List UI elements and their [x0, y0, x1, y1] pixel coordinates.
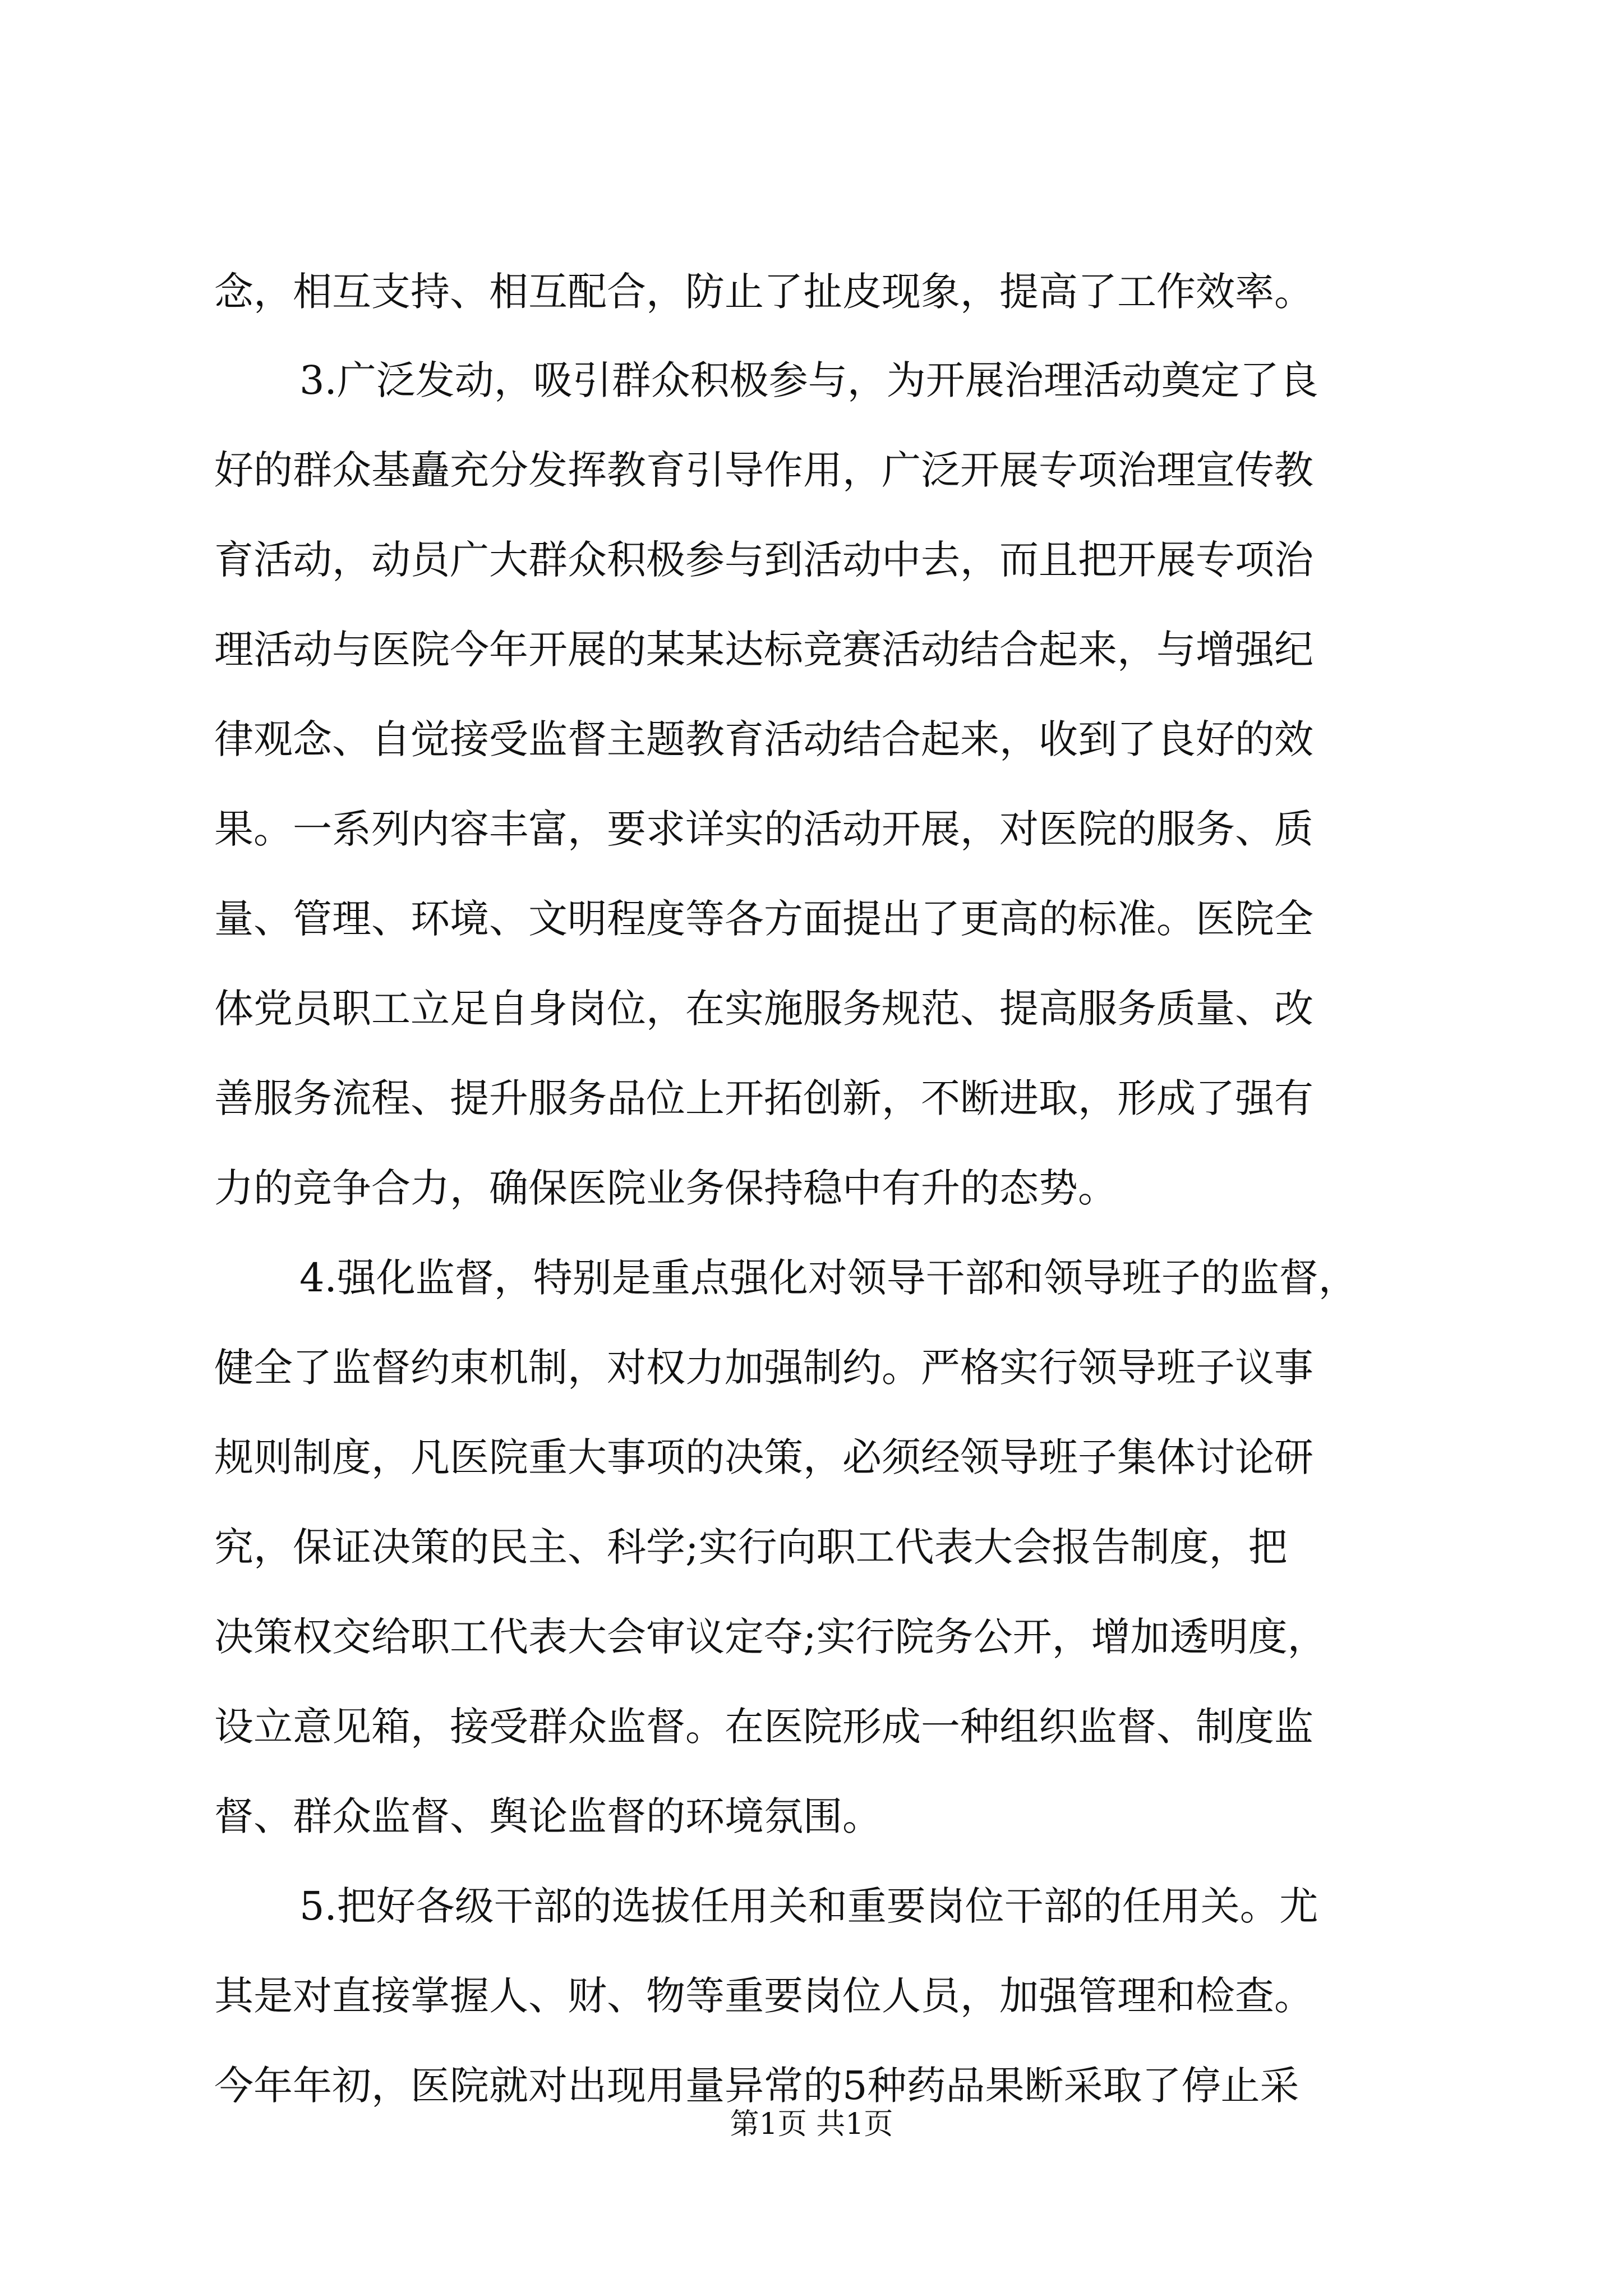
text-line: 念，相互支持、相互配合，防止了扯皮现象，提高了工作效率。	[214, 269, 1313, 315]
text-line: 果。一系列内容丰富，要求详实的活动开展，对医院的服务、质	[214, 806, 1313, 852]
paragraph-3-start: 3.广泛发动，吸引群众积极参与，为开展治理活动奠定了良	[299, 357, 1318, 403]
text-line: 规则制度，凡医院重大事项的决策，必须经领导班子集体讨论研	[214, 1434, 1313, 1480]
text-line: 究，保证决策的民主、科学;实行向职工代表大会报告制度，把	[214, 1524, 1288, 1570]
text-line: 设立意见箱，接受群众监督。在医院形成一种组织监督、制度监	[214, 1704, 1313, 1750]
paragraph-5-start: 5.把好各级干部的选拔任用关和重要岗位干部的任用关。尤	[299, 1883, 1318, 1929]
text-line: 决策权交给职工代表大会审议定夺;实行院务公开，增加透明度，	[214, 1614, 1327, 1660]
text-line: 今年年初，医院就对出现用量异常的5种药品果断采取了停止采	[214, 2063, 1299, 2109]
text-line: 体党员职工立足自身岗位，在实施服务规范、提高服务质量、改	[214, 986, 1313, 1032]
text-line: 好的群众基矗充分发挥教育引导作用，广泛开展专项治理宣传教	[214, 447, 1313, 493]
text-line: 律观念、自觉接受监督主题教育活动结合起来，收到了良好的效	[214, 716, 1313, 762]
text-line: 健全了监督约束机制，对权力加强制约。严格实行领导班子议事	[214, 1345, 1313, 1391]
text-line: 其是对直接掌握人、财、物等重要岗位人员，加强管理和检查。	[214, 1973, 1313, 2019]
text-line: 理活动与医院今年开展的某某达标竞赛活动结合起来，与增强纪	[214, 627, 1313, 673]
text-line: 督、群众监督、舆论监督的环境氛围。	[214, 1793, 882, 1839]
text-line: 育活动，动员广大群众积极参与到活动中去，而且把开展专项治	[214, 537, 1313, 583]
text-line: 善服务流程、提升服务品位上开拓创新，不断进取，形成了强有	[214, 1075, 1313, 1121]
text-line: 力的竞争合力，确保医院业务保持稳中有升的态势。	[214, 1165, 1117, 1211]
page-number-footer: 第1页 共1页	[730, 2108, 893, 2141]
text-line: 量、管理、环境、文明程度等各方面提出了更高的标准。医院全	[214, 896, 1313, 942]
paragraph-4-start: 4.强化监督，特别是重点强化对领导干部和领导班子的监督，	[299, 1255, 1358, 1301]
